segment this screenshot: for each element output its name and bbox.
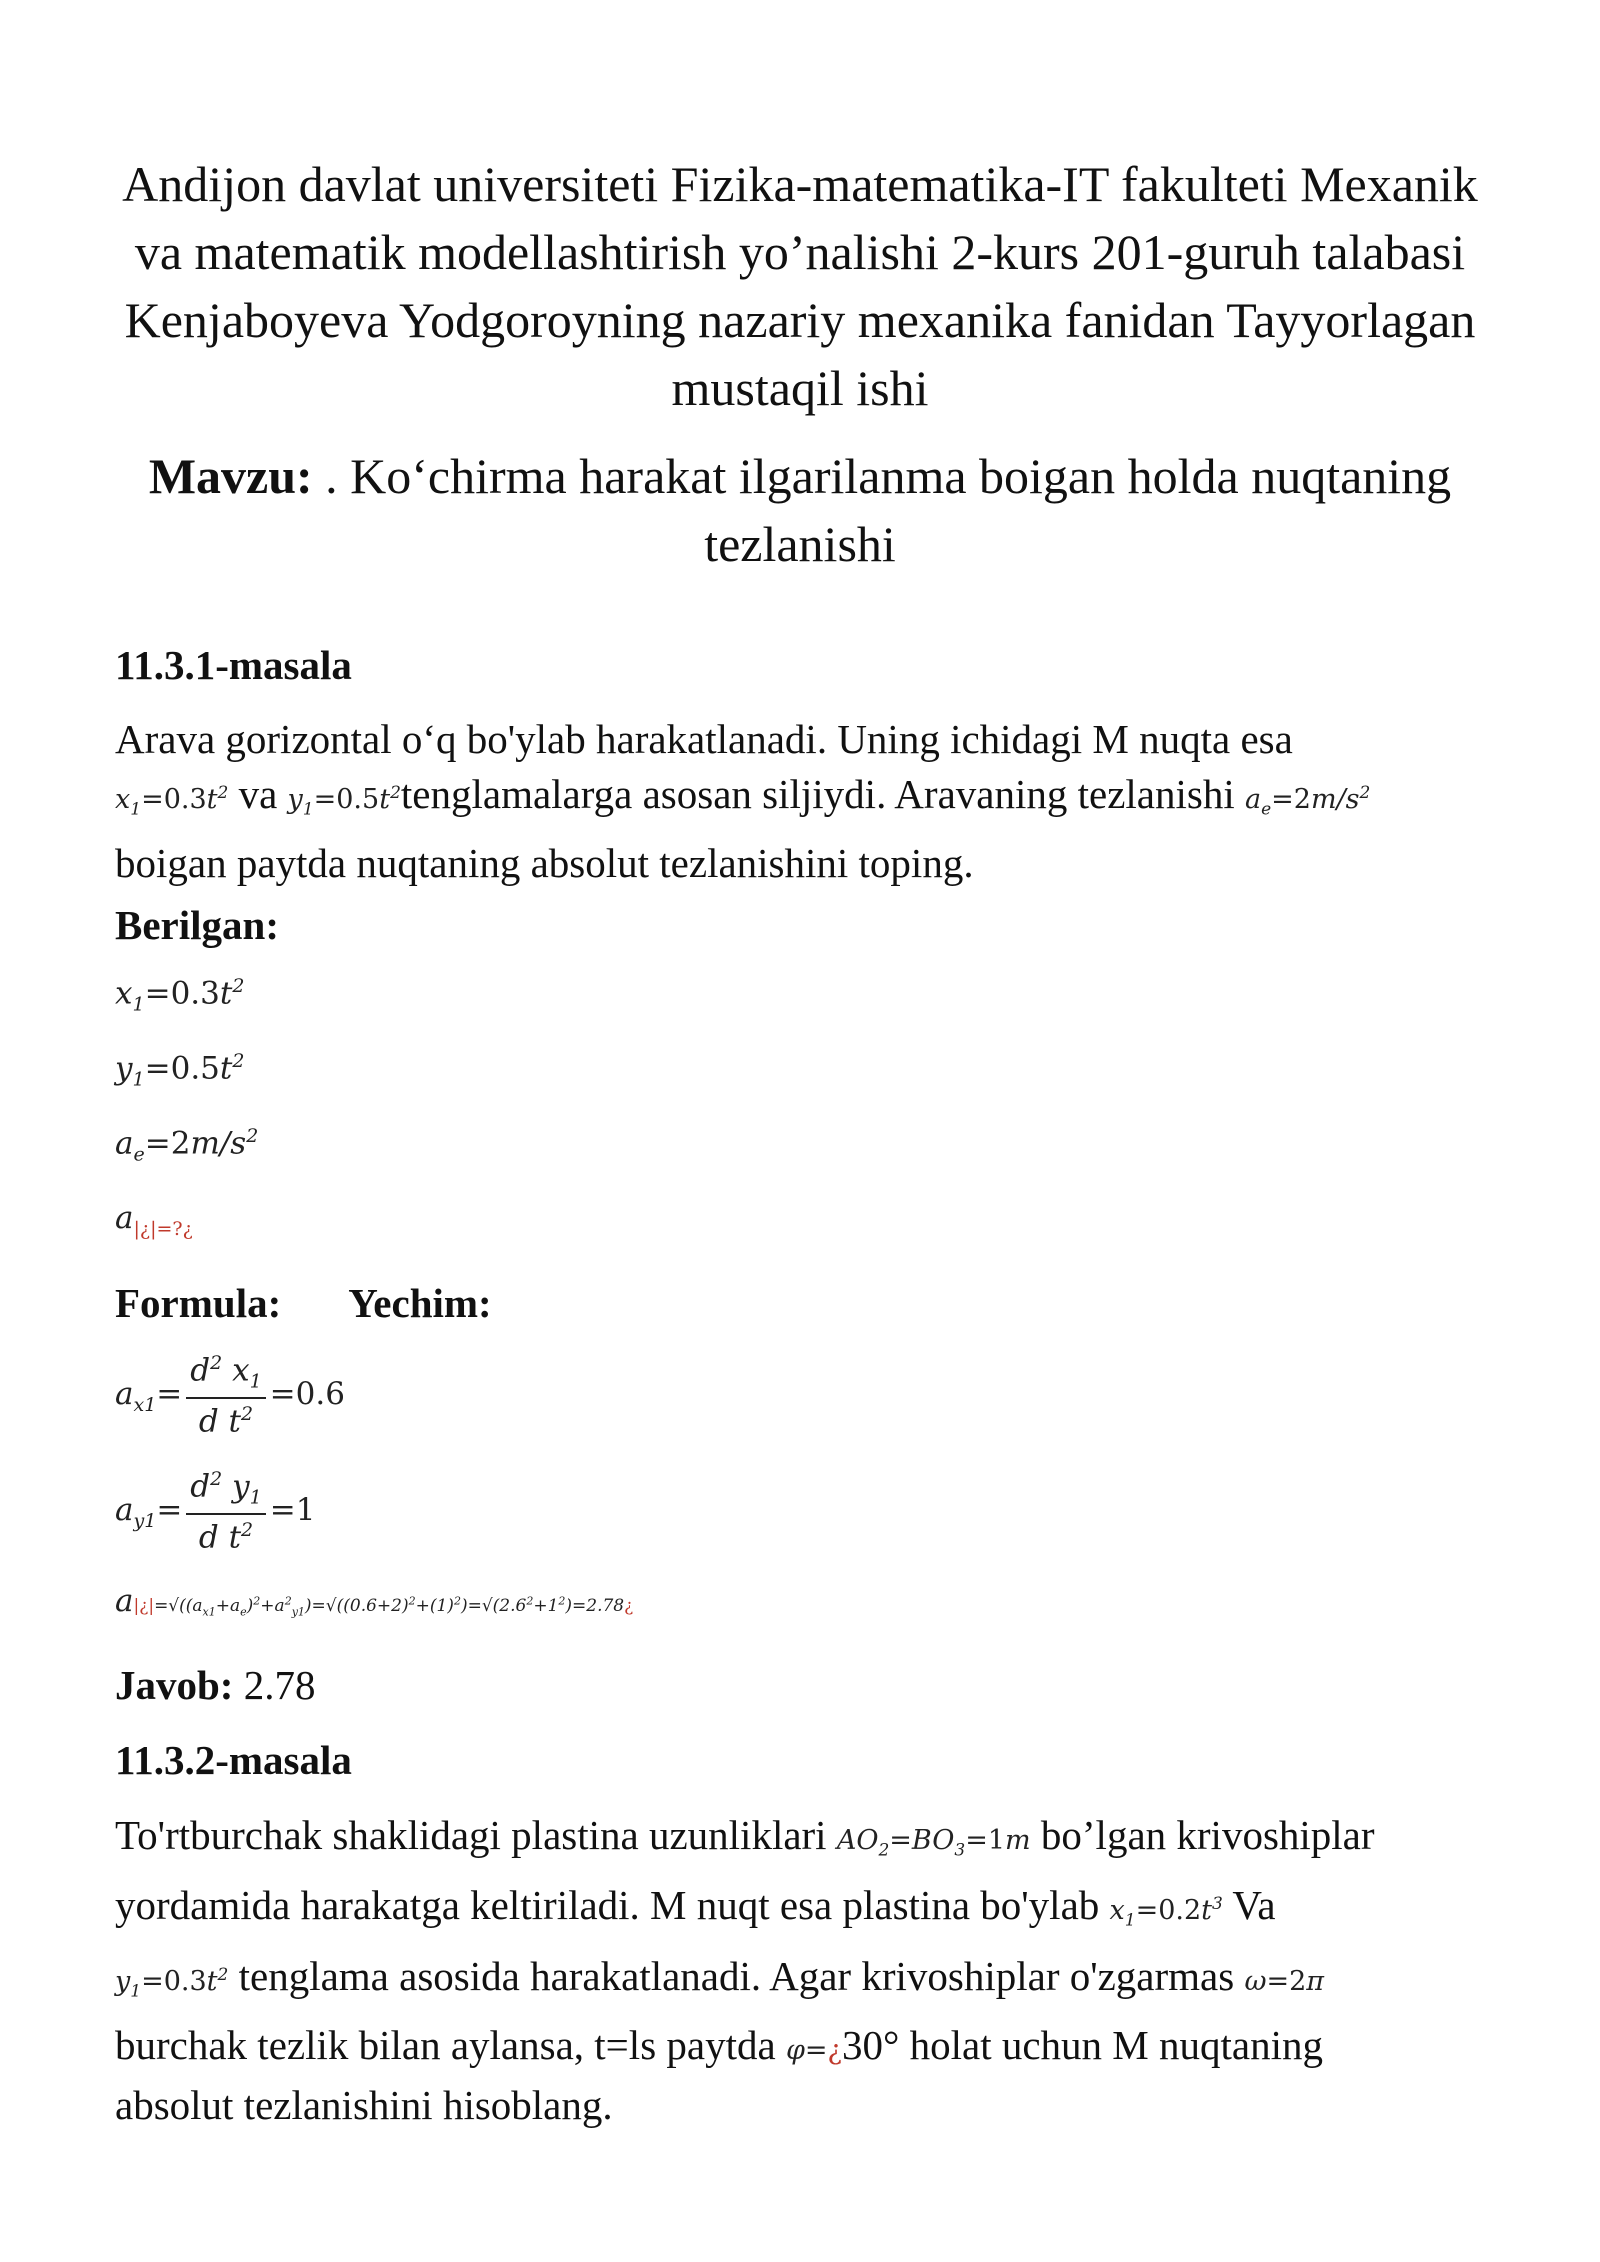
equation-x1: $x_1=0.3t^2$ [115, 783, 229, 820]
given-heading: Berilgan: [115, 902, 279, 948]
answer-value: 2.78 [243, 1662, 316, 1708]
answer-line [115, 1658, 1495, 1712]
solution-heading: Yechim: [348, 1280, 492, 1326]
formula-solution-headings [115, 1278, 1495, 1328]
formula-ay1: $a_{y1}=$ $\frac{d^2 y_1}{d t^2}$ =1 [115, 1468, 316, 1555]
given-ae: $a_e=2m/s^2$ [115, 1125, 259, 1166]
equation-phi: φ=¿ [785, 2035, 842, 2067]
problem2-text-h: absolut tezlanishini hisoblang. [115, 2082, 613, 2129]
topic-title [110, 442, 1490, 578]
given-x1: $x_1=0.3t^2$ [115, 975, 245, 1016]
formula-ax1: $a_{x1}=$ $\frac{d^2 x_1}{d t^2}$ =0.6 [115, 1352, 345, 1439]
ax1-value: =0.6 [269, 1375, 345, 1412]
problem1-text-c: boigan paytda nuqtaning absolut tezlanishini toping. [115, 840, 974, 887]
problem1-text-b: tenglamalarga asosan siljiydi. Aravaning tezlanishi [400, 771, 1235, 817]
formula-heading: Formula: [115, 1280, 282, 1326]
problem2-text-d: Va [1232, 1882, 1276, 1929]
problem1-text-a: Arava gorizontal o‘q bo'ylab harakatlanadi. Uning ichidagi M nuqta esa [115, 716, 1293, 762]
formula-absolute-acceleration: $a|¿|=√((a_{x1}+a_e)^2+a^2_{y1})=√((0.6+2)^2+(1)^2)=√(2.6^2+1^2)=2.78¿$ [115, 1583, 634, 1619]
given-y1: $y_1=0.5t^2$ [115, 1050, 245, 1091]
equation-y1: $y_1=0.5t^2$ [287, 783, 401, 820]
problem1-text-va: va [238, 771, 278, 817]
problem1-heading: 11.3.1-masala [115, 642, 352, 688]
ay1-value: =1 [269, 1491, 316, 1528]
problem2-text-f: burchak tezlik bilan aylansa, t=ls paytda [115, 2022, 776, 2069]
problem2-text-g: 30° holat uchun M nuqtaning [841, 2022, 1323, 2069]
equation-y1-quadratic: $y_1=0.3t^2$ [115, 1964, 229, 2002]
problem2-heading: 11.3.2-masala [115, 1737, 352, 1783]
equation-x1-cubic: $x_1=0.2t^3$ [1109, 1894, 1223, 1931]
problem2-text-a: To'rtburchak shaklidagi plastina uzunliklari [115, 1812, 827, 1858]
given-unknown: $a_{|¿|=?¿}$ [115, 1200, 193, 1241]
problem2-text-e: tenglama asosida harakatlanadi. Agar krivoshiplar o'zgarmas [238, 1952, 1235, 1999]
equation-omega: ω=2π [1244, 1965, 1325, 1997]
problem2-text-b: bo’lgan krivoshiplar [1040, 1812, 1375, 1858]
equation-ae: $a_e=2m/s^2$ [1244, 783, 1371, 820]
document-header: Andijon davlat universiteti Fizika-matematika-IT fakulteti Mexanik va matematik modellashtirish yo’nalishi 2-kurs 201-guruh talabasi Kenjaboyeva Yodgoroyning nazariy mexanika fanidan Tayyorlagan mustaqil ishi [122, 156, 1478, 416]
problem2-text-c: yordamida harakatga keltiriladi. M nuqt esa plastina bo'ylab [115, 1882, 1100, 1929]
problem2-statement [115, 1808, 1495, 2132]
topic-label: Mavzu: [148, 448, 313, 504]
topic-text: . Ko‘chirma harakat ilgarilanma boigan holda nuqtaning tezlanishi [325, 448, 1452, 572]
problem1-statement [115, 712, 1495, 890]
equation-ao2: $AO_2=BO_3=1m$ [836, 1825, 1031, 1861]
answer-label: Javob: [115, 1662, 234, 1708]
